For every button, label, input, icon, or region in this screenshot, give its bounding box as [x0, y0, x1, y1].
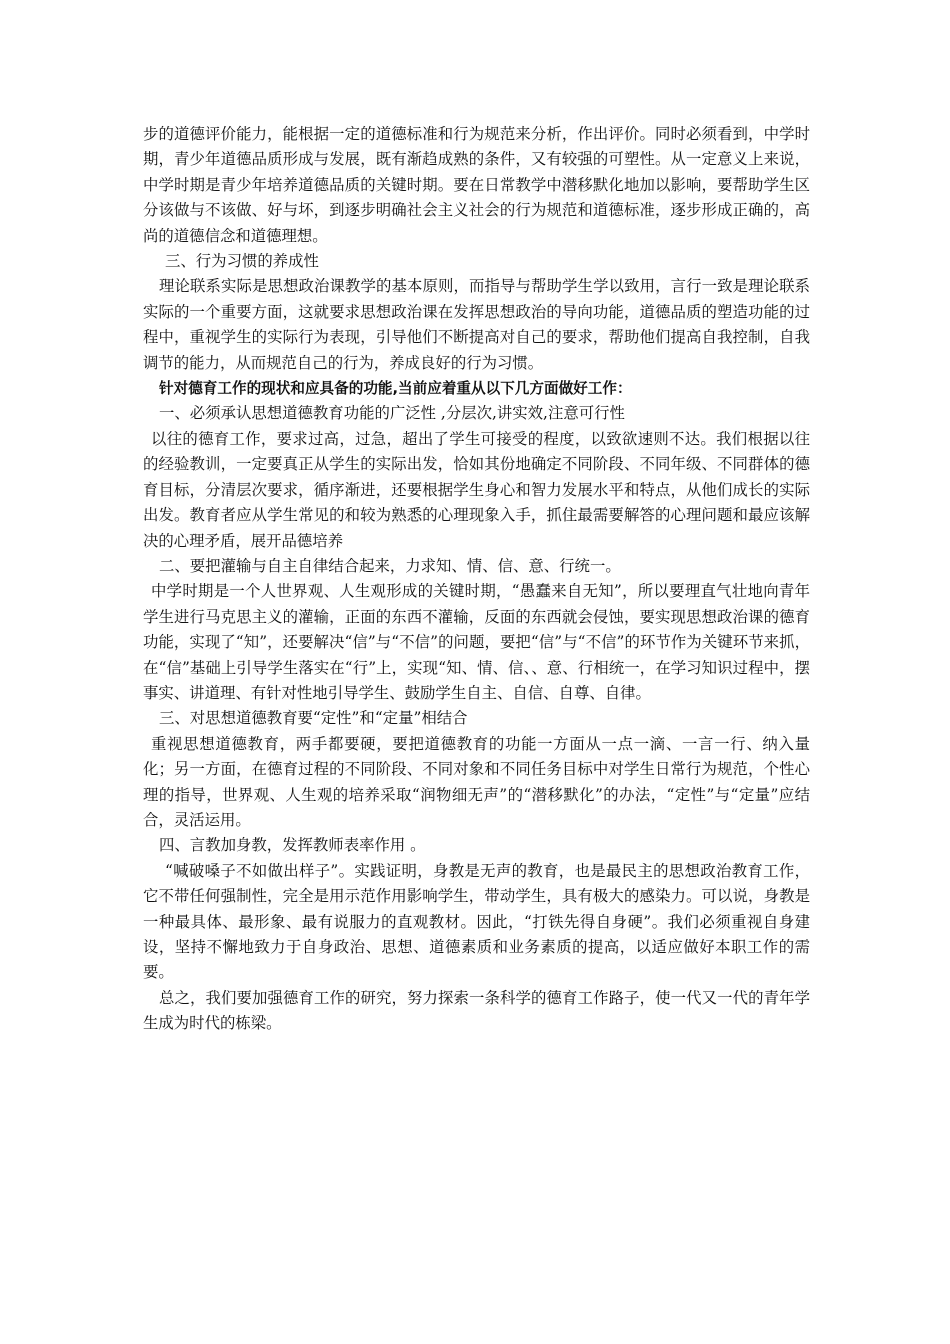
document-page — [143, 122, 810, 1037]
paragraph-conclusion: 总之，我们要加强德育工作的研究，努力探索一条科学的德育工作路子，使一代又一代的青年学生成为时代的栋梁。 — [143, 988, 810, 1033]
section-heading-one: 一、必须承认思想道德教育功能的广泛性 ,分层次,讲实效,注意可行性 — [159, 404, 625, 423]
section-heading-habit-formation: 三、行为习惯的养成性 — [165, 252, 319, 271]
paragraph-theory-practice: 理论联系实际是思想政治课教学的基本原则，而指导与帮助学生学以致用，言行一致是理论联系实际的一个重要方面，这就要求思想政治课在发挥思想政治的导向功能，道德品质的塑造功能的过程中，重视学生的实际行为表现，引导他们不断提高对自己的要求，帮助他们提高自我控制，自我调节的能力，从而规范自己的行为，养成良好的行为习惯。 — [143, 277, 810, 372]
section-heading-four: 四、言教加身教，发挥教师表率作用 。 — [159, 836, 426, 855]
paragraph-moral-evaluation: 步的道德评价能力，能根据一定的道德标准和行为规范来分析，作出评价。同时必须看到，中学时期，青少年道德品质形成与发展，既有渐趋成熟的条件，又有较强的可塑性。从一定意义上来说，中学时期是青少年培养道德品质的关键时期。要在日常教学中潜移默化地加以影响，要帮助学生区分该做与不该做、好与坏，到逐步明确社会主义社会的行为规范和道德标准，逐步形成正确的，高尚的道德信念和道德理想。 — [143, 125, 810, 245]
section-heading-two: 二、要把灌输与自主自律结合起来，力求知、情、信、意、行统一。 — [159, 556, 621, 575]
bold-heading-current-work: 针对德育工作的现状和应具备的功能,当前应着重从以下几方面做好工作： — [159, 380, 632, 398]
paragraph-teaching-example: “喊破嗓子不如做出样子”。实践证明，身教是无声的教育，也是最民主的思想政治教育工作，它不带任何强制性，完全是用示范作用影响学生，带动学生，具有极大的感染力。可以说，身教是一种最具体、最形象、最有说服力的直观教材。因此，“打铁先得自身硬”。我们必须重视自身建设，坚持不懈地致力于自身政治、思想、道德素质和业务素质的提高，以适应做好本职工作的需要。 — [143, 861, 810, 982]
section-heading-three: 三、对思想道德教育要“定性”和“定量”相结合 — [159, 709, 468, 728]
paragraph-past-work: 以往的德育工作，要求过高，过急，超出了学生可接受的程度，以致欲速则不达。我们根据以往的经验教训，一定要真正从学生的实际出发，恰如其份地确定不同阶段、不同年级、不同群体的德育目标，分清层次要求，循序渐进，还要根据学生身心和智力发展水平和特点，从他们成长的实际出发。教育者应从学生常见的和较为熟悉的心理现象入手，抓住最需要解答的心理问题和最应该解决的心理矛盾，展开品德培养 — [143, 429, 810, 550]
paragraph-middle-school: 中学时期是一个人世界观、人生观形成的关键时期，“愚蠢来自无知”，所以要理直气壮地向青年学生进行马克思主义的灌输，正面的东西不灌输，反面的东西就会侵蚀，要实现思想政治课的德育功能，实现了“知”，还要解决“信”与“不信”的问题，要把“信”与“不信”的环节作为关键环节来抓，在“信”基础上引导学生落实在“行”上，实现“知、情、信、、意、行相统一，在学习知识过程中，摆事实、讲道理、有针对性地引导学生、鼓励学生自主、自信、自尊、自律。 — [143, 582, 810, 702]
paragraph-emphasis-moral: 重视思想道德教育，两手都要硬，要把道德教育的功能一方面从一点一滴、一言一行、纳入量化；另一方面，在德育过程的不同阶段、不同对象和不同任务目标中对学生日常行为规范，个性心理的指导，世界观、人生观的培养采取“润物细无声”的“潜移默化”的办法，“定性”与“定量”应结合，灵活运用。 — [143, 734, 810, 829]
